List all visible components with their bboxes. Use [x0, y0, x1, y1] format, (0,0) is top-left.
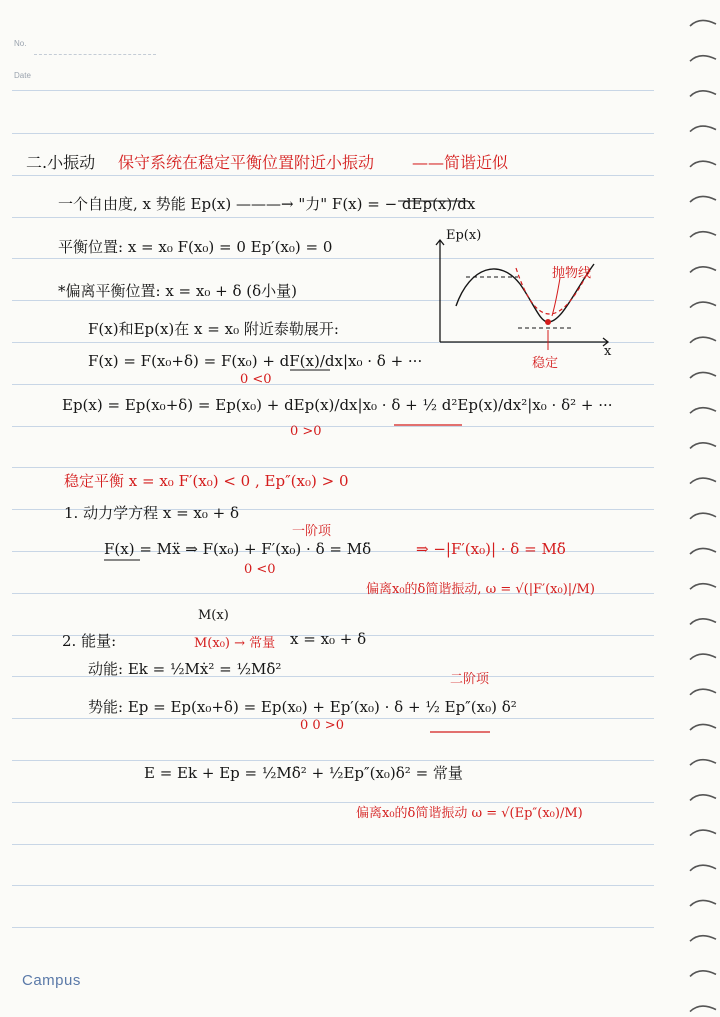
binder-ring	[690, 478, 716, 484]
date-label: Date	[14, 71, 31, 80]
ruled-line	[12, 467, 654, 468]
binder-ring	[690, 267, 716, 273]
ruled-line	[12, 885, 654, 886]
binder-ring	[690, 302, 716, 308]
binder-ring	[690, 865, 716, 871]
graph-y-arrow	[436, 240, 444, 245]
section-title: 二.小振动	[26, 153, 96, 172]
ruled-line	[12, 133, 654, 134]
kinetic-line: 动能: Ek = ½Mẋ² = ½Mδ̇²	[88, 660, 282, 678]
binder-ring	[690, 724, 716, 730]
deviation-line: *偏离平衡位置: x = x₀ + δ (δ小量)	[58, 282, 297, 300]
graph-stable-label: 稳定	[532, 356, 559, 371]
binder-ring	[690, 372, 716, 378]
ruled-line	[12, 342, 654, 343]
dyn-marks: 0 <0	[244, 562, 276, 577]
section-result: ——简谐近似	[412, 153, 509, 172]
dyn-title: 1. 动力学方程 x = x₀ + δ	[64, 504, 240, 522]
header-rule	[12, 90, 654, 91]
binder-ring	[690, 91, 716, 97]
binder-ring	[690, 443, 716, 449]
ruled-line	[12, 426, 654, 427]
binder-ring	[690, 56, 716, 62]
energy-note: 二阶项	[450, 672, 490, 687]
ruled-line	[12, 927, 654, 928]
dyn-result: ⇒ −|F′(x₀)| · δ = Mδ̈	[416, 540, 566, 558]
potential-line: 势能: Ep = Ep(x₀+δ) = Ep(x₀) + Ep′(x₀) · δ + ½ Ep″(x₀) δ²	[88, 698, 517, 716]
section-desc: 保守系统在稳定平衡位置附近小振动	[118, 153, 375, 172]
energy-frequency: 偏离x₀的δ简谐振动 ω = √(Ep″(x₀)/M)	[356, 806, 583, 821]
binder-ring	[690, 795, 716, 801]
stable-point	[545, 319, 551, 325]
dyn-note: 一阶项	[292, 524, 332, 539]
equilibrium-line: 平衡位置: x = x₀ F(x₀) = 0 Ep′(x₀) = 0	[58, 238, 333, 256]
binder-ring	[690, 584, 716, 590]
ruled-line	[12, 217, 654, 218]
binder-ring	[690, 654, 716, 660]
binder-ring	[690, 20, 716, 26]
parabola-pointer	[552, 278, 560, 316]
no-underline	[34, 54, 156, 55]
potential-marks: 0 0 >0	[300, 718, 344, 733]
no-label: No.	[14, 39, 27, 48]
ruled-line	[12, 384, 654, 385]
graph-y-label: Ep(x)	[446, 228, 482, 243]
binder-ring	[690, 1006, 716, 1012]
binder-rings	[660, 0, 720, 1017]
binder-ring	[690, 971, 716, 977]
binder-ring	[690, 232, 716, 238]
dyn-equation: F(x) = Mẍ ⇒ F(x₀) + F′(x₀) · δ = Mδ̈	[104, 540, 372, 558]
ruled-line	[12, 175, 654, 176]
taylor-Ep-marks: 0 >0	[290, 424, 322, 439]
taylor-F: F(x) = F(x₀+δ) = F(x₀) + dF(x)/dx|x₀ · δ + ···	[88, 352, 423, 370]
ruled-line	[12, 258, 654, 259]
binder-ring	[690, 126, 716, 132]
binder-ring	[690, 161, 716, 167]
dof-line: 一个自由度, x 势能 Ep(x) ———→ "力" F(x) = − dEp(x)/dx	[58, 195, 476, 213]
energy-x: x = x₀ + δ	[290, 630, 367, 648]
binder-ring	[690, 513, 716, 519]
binder-ring	[690, 760, 716, 766]
binder-ring	[690, 900, 716, 906]
ruled-line	[12, 760, 654, 761]
stable-condition: 稳定平衡 x = x₀ F′(x₀) < 0 , Ep″(x₀) > 0	[64, 472, 349, 490]
mass-const: M(x₀) → 常量	[194, 636, 276, 651]
mass-top: M(x)	[198, 608, 229, 623]
binder-ring	[690, 408, 716, 414]
graph-parabola-label: 抛物线	[552, 266, 592, 281]
total-energy: E = Ek + Ep = ½Mδ̇² + ½Ep″(x₀)δ² = 常量	[144, 764, 463, 782]
energy-title: 2. 能量:	[62, 632, 117, 650]
binder-ring	[690, 936, 716, 942]
ruled-line	[12, 844, 654, 845]
graph-x-label: x	[604, 344, 612, 359]
taylor-F-marks: 0 <0	[240, 372, 272, 387]
binder-ring	[690, 337, 716, 343]
binder-ring	[690, 830, 716, 836]
campus-logo: Campus	[22, 972, 81, 989]
binder-ring	[690, 689, 716, 695]
taylor-Ep: Ep(x) = Ep(x₀+δ) = Ep(x₀) + dEp(x)/dx|x₀ · δ + ½ d²Ep(x)/dx²|x₀ · δ² + ···	[62, 396, 613, 414]
binder-ring	[690, 196, 716, 202]
taylor-intro: F(x)和Ep(x)在 x = x₀ 附近泰勒展开:	[88, 320, 339, 338]
binder-ring	[690, 548, 716, 554]
binder-ring	[690, 619, 716, 625]
dyn-frequency: 偏离x₀的δ简谐振动, ω = √(|F′(x₀)|/M)	[366, 582, 595, 597]
